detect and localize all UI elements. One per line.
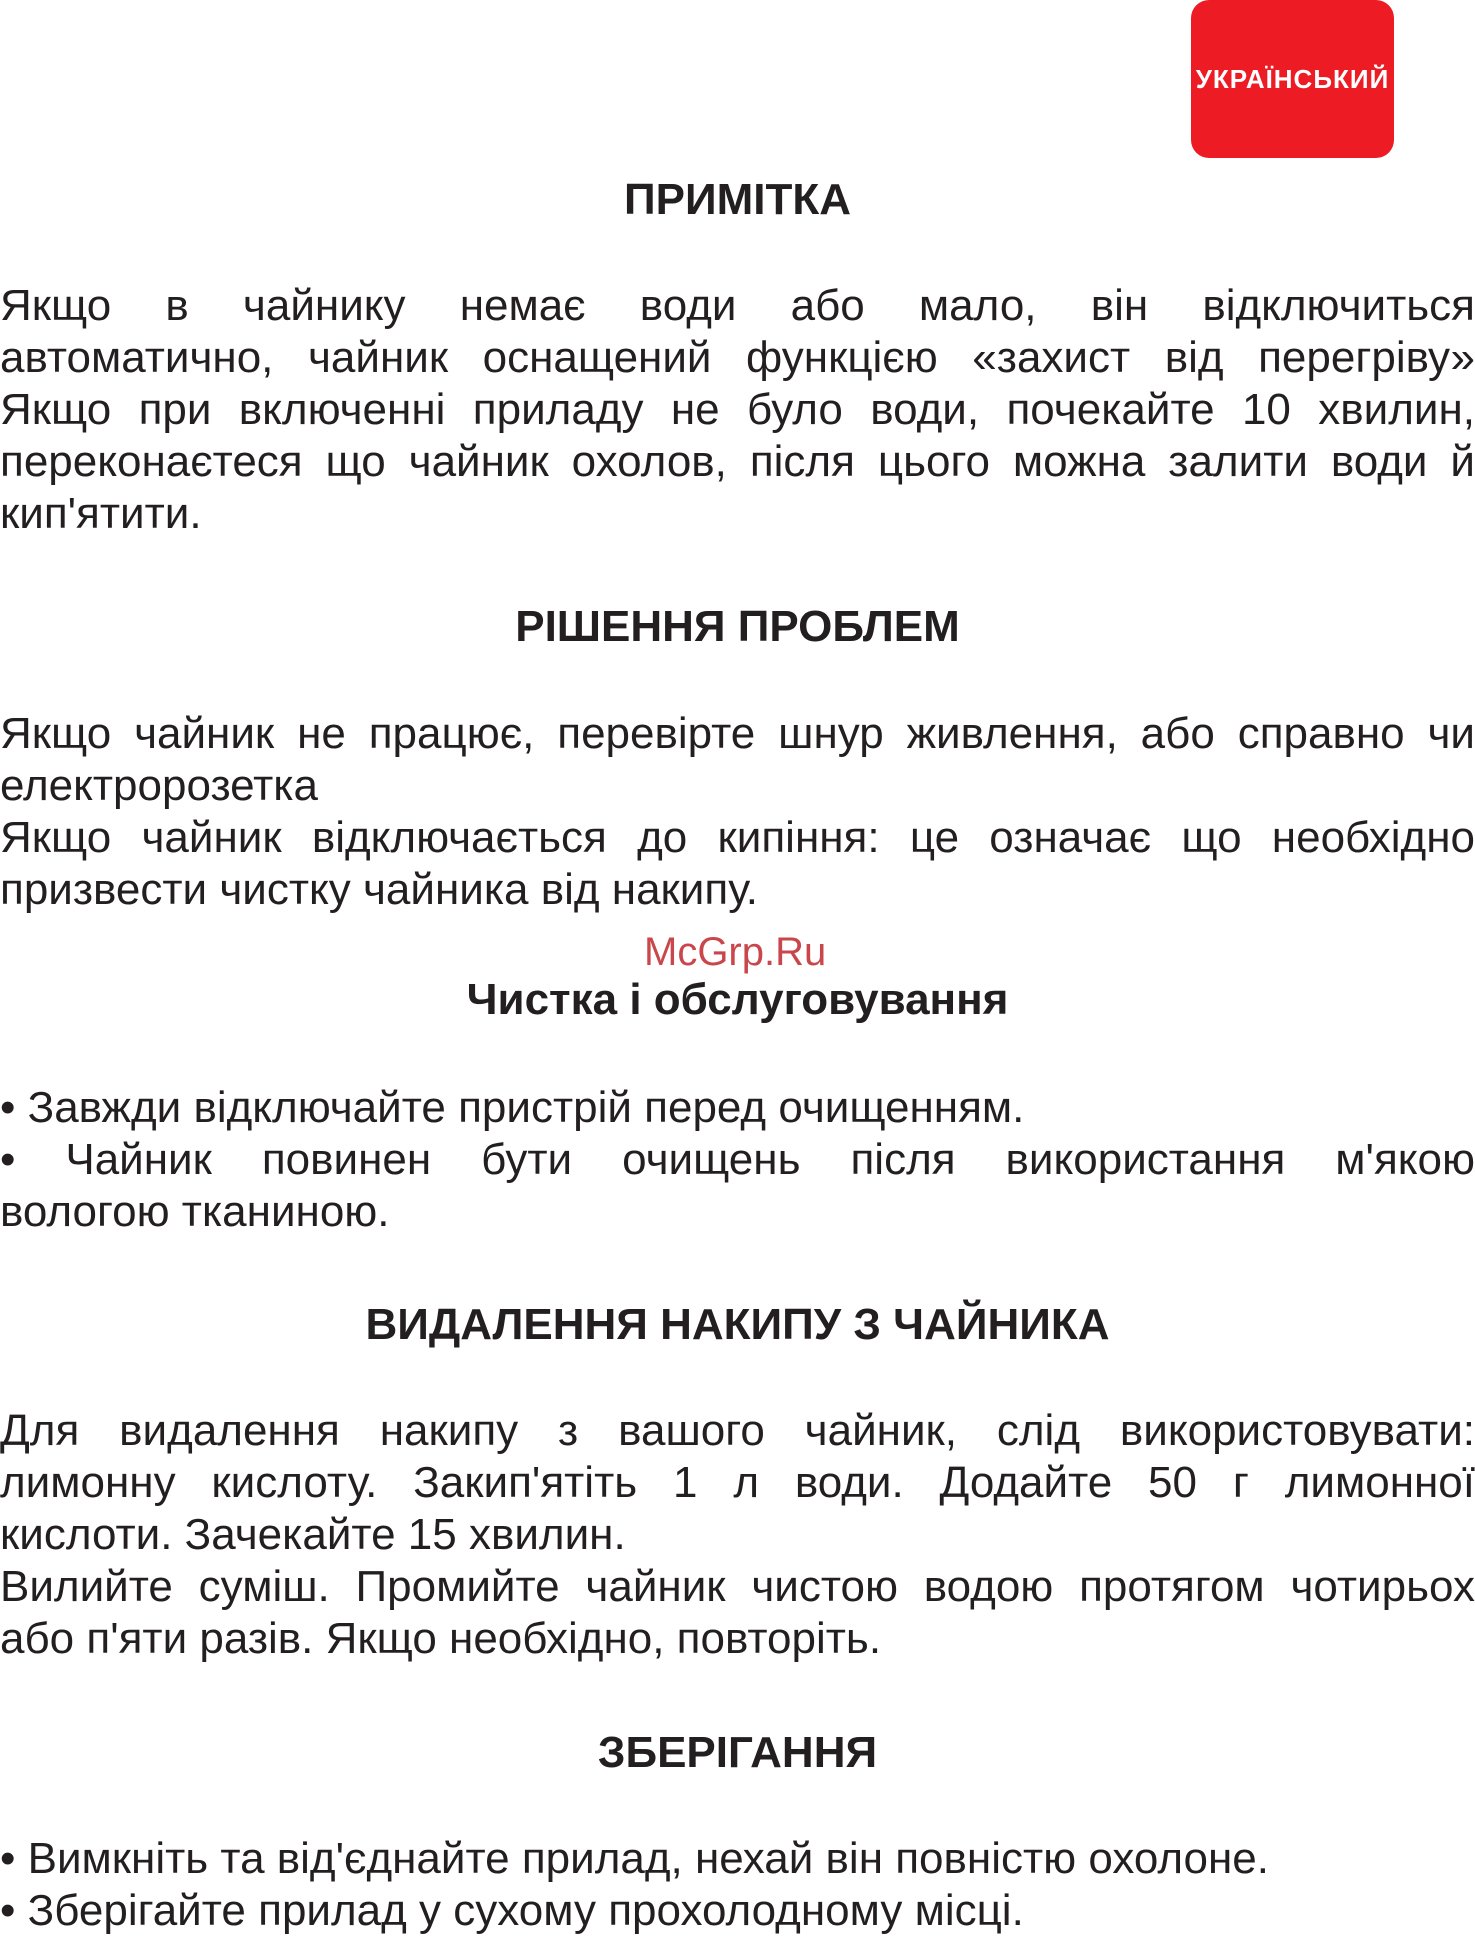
storage-line: • Зберігайте прилад у сухому прохолодному місці.: [0, 1886, 1024, 1935]
troubleshooting-line: Якщо чайник відключається до кипіння: це означає що необхідно: [0, 813, 1475, 862]
troubleshooting-line: Якщо чайник не працює, перевірте шнур живлення, або справно чи: [0, 709, 1475, 758]
watermark: McGrp.Ru: [644, 930, 827, 974]
storage-line: • Вимкніть та від'єднайте прилад, нехай він повністю охолоне.: [0, 1834, 1269, 1883]
cleaning-line: вологою тканиною.: [0, 1187, 390, 1236]
note-paragraph: [0, 280, 1475, 540]
descaling-paragraph: [0, 1405, 1475, 1665]
descaling-line: або п'яти разів. Якщо необхідно, повторіть.: [0, 1614, 882, 1663]
language-badge-label: УКРАЇНСЬКИЙ: [1195, 63, 1390, 94]
descaling-line: Для видалення накипу з вашого чайник, слід використовувати:: [0, 1406, 1475, 1455]
troubleshooting-line: електророзетка: [0, 761, 318, 810]
cleaning-line: • Завжди відключайте пристрій перед очищенням.: [0, 1083, 1025, 1132]
storage-heading: ЗБЕРІГАННЯ: [597, 1728, 878, 1777]
note-line: Якщо при включенні приладу не було води, почекайте 10 хвилин,: [0, 385, 1475, 434]
note-heading: ПРИМІТКА: [624, 175, 851, 224]
storage-paragraph: [0, 1833, 1475, 1937]
cleaning-paragraph: [0, 1082, 1475, 1238]
note-line: Якщо в чайнику немає води або мало, він відключиться: [0, 281, 1475, 330]
troubleshooting-paragraph: [0, 708, 1475, 916]
descaling-line: Вилийте суміш. Промийте чайник чистою водою протягом чотирьох: [0, 1562, 1475, 1611]
note-line: автоматично, чайник оснащений функцією «захист від перегріву»: [0, 333, 1475, 382]
cleaning-line: • Чайник повинен бути очищень після використання м'якою: [0, 1135, 1475, 1184]
troubleshooting-heading: РІШЕННЯ ПРОБЛЕМ: [515, 602, 960, 651]
descaling-line: лимонну кислоту. Закип'ятіть 1 л води. Додайте 50 г лимонної: [0, 1458, 1475, 1507]
cleaning-heading: Чистка і обслуговування: [466, 975, 1009, 1024]
note-line: кип'ятити.: [0, 489, 202, 538]
troubleshooting-line: призвести чистку чайника від накипу.: [0, 865, 759, 914]
note-line: переконаєтеся що чайник охолов, після цього можна залити води й: [0, 437, 1475, 486]
language-badge: [1191, 0, 1394, 158]
descaling-heading: ВИДАЛЕННЯ НАКИПУ З ЧАЙНИКА: [365, 1300, 1110, 1349]
descaling-line: кислоти. Зачекайте 15 хвилин.: [0, 1510, 626, 1559]
